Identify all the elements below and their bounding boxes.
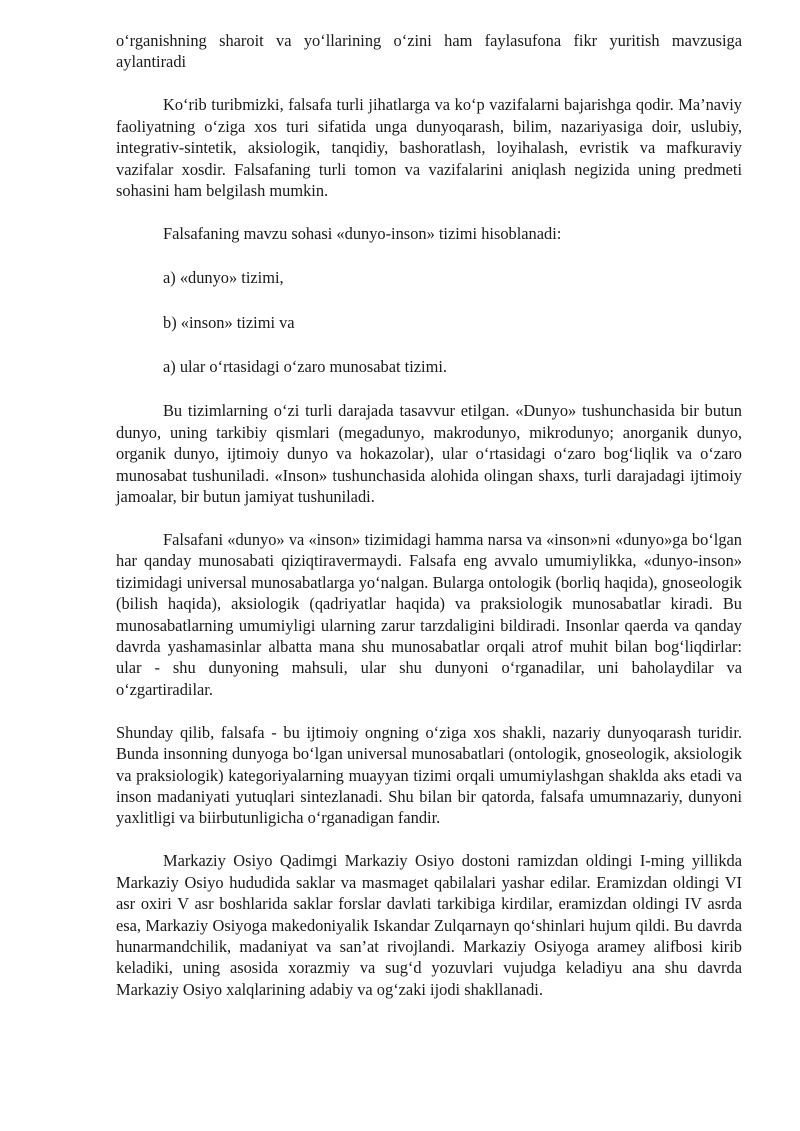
list-item-world-system: a) «dunyo» tizimi, (163, 268, 284, 288)
paragraph-philosophy-functions: Ko‘rib turibmizki, falsafa turli jihatlarga va ko‘p vazifalarni bajarishga qodir. Ma’naviy faoliyatning o‘ziga xos turi sifatida unga dunyoqarash, bilim, nazariyasiga doir, uslubiy, integrativ-sintetik, aksiologik, tanqidiy, bashoratlash, loyihalash, evristik va mafkuraviy vazifalar xosdir. Falsafaning turli tomon va vazifalarini aniqlash negizida uning predmeti sohasini ham belgilash mumkin. (116, 95, 742, 200)
list-item-relation-system: a) ular o‘rtasidagi o‘zaro munosabat tizimi. (163, 357, 448, 377)
list-item-human-system: b) «inson» tizimi va (163, 312, 295, 332)
paragraph-central-asia: Markaziy Osiyo Qadimgi Markaziy Osiyo dostoni ramizdan oldingi I-ming yillikda Markaziy Osiyo hududida saklar va masmaget qabilalari yashar edilar. Eramizdan oldingi VI asr oxiri V asr boshlarida saklar forslar davlati tarkibiga kirdilar, eramizdan oldingi IV asrda esa, Markaziy Osiyoga makedoniyalik Iskandar Zulqarnayn qo‘shinlari hujum qildi. Bu davrda hunarmandchilik, madaniyat va san’at rivojlandi. Markaziy Osiyoga aramey alifbosi kirib keladiki, uning asosida xorazmiy va sug‘d yozuvlari vujudga keladiyu ana shu davrda Markaziy Osiyo xalqlarining adabiy va og‘zaki ijodi shakllanadi. (116, 851, 742, 999)
paragraph-subject-area: Falsafaning mavzu sohasi «dunyo-inson» tizimi hisoblanadi: (163, 223, 562, 243)
paragraph-systems: Bu tizimlarning o‘zi turli darajada tasavvur etilgan. «Dunyo» tushunchasida bir butun dunyo, uning tarkibiy qismlari (megadunyo, makrodunyo, mikrodunyo; anorganik dunyo, organik dunyo, ijtimoiy dunyo va hokazolar), ular o‘rtasidagi o‘zaro bog‘liqlik va o‘zaro munosabat tushuniladi. «Inson» tushunchasida alohida olingan shaxs, turli darajadagi ijtimoiy jamoalar, bir butun jamiyat tushuniladi. (116, 401, 742, 507)
paragraph-conclusion: Shunday qilib, falsafa - bu ijtimoiy ongning o‘ziga xos shakli, nazariy dunyoqarash turidir. Bunda insonning dunyoga bo‘lgan universal munosabatlari (ontologik, gnoseologik, aksiologik va praksiologik) kategoriyalarning muayyan tizimi orqali umumiylashgan shaklda aks etadi va inson madaniyati yutuqlari sintezlanadi. Shu bilan bir qatorda, falsafa umumnazariy, dunyoni yaxlitligi va biirbutunligicha o‘rganadigan fandir. (116, 722, 742, 828)
paragraph-continuation: o‘rganishning sharoit va yo‘llarining o‘zini ham faylasufona fikr yuritish mavzusiga aylantiradi (116, 31, 742, 72)
paragraph-universal-relations: Falsafani «dunyo» va «inson» tizimidagi hamma narsa va «inson»ni «dunyo»ga bo‘lgan har qanday munosabati qiziqtiravermaydi. Falsafa eng avvalo umumiylikka, «dunyo-inson» tizimidagi universal munosabatlarga yo‘nalgan. Bularga ontologik (borliq haqida), gnoseologik (bilish haqida), aksiologik (qadriyatlar haqida) va praksiologik munosabatlar kiradi. Bu munosabatlarning umumiyligi ularning zarur tarzdaligini bildiradi. Insonlar qaerda va qanday davrda yashamasinlar albatta mana shu munosabatlar orqali atrof muhit bilan bog‘liqdirlar: ular - shu dunyoning mahsuli, ular shu dunyoni o‘rganadilar, uni baholaydilar va o‘zgartiradilar. (116, 530, 742, 699)
document-page (116, 30, 742, 1000)
